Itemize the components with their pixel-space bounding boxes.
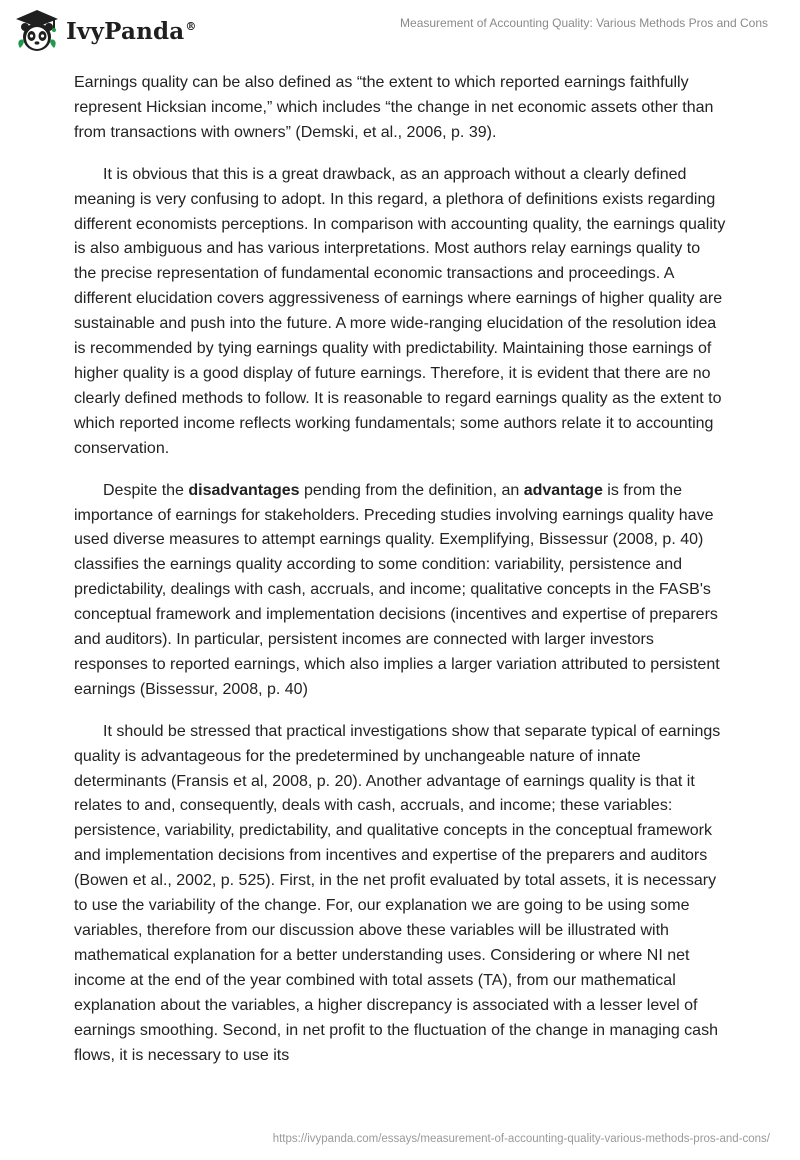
paragraph-3 [74,479,726,703]
document-title: Measurement of Accounting Quality: Various Methods Pros and Cons [400,16,768,30]
bold-advantage: advantage [523,481,603,499]
logo-text: IvyPanda® [66,17,197,45]
paragraph-3-part-3: is from the importance of earnings for stakeholders. Preceding studies involving earnings quality have used diverse measures to attempt earnings quality. Exemplifying, Bissessur (2008, p. 40) classifies the earnings quality according to some condition: variability, persistence and predictability, dealings with cash, accruals, and income; qualitative concepts in the FASB's conceptual framework and implementation decisions (incentives and expertise of preparers and auditors). In particular, persistent incomes are connected with larger investors responses to reported earnings, which also implies a larger variation attributed to persistent earnings (Bissessur, 2008, p. 40) [74,481,720,698]
essay-body [74,71,726,1085]
paragraph-3-part-1: Despite the [103,481,189,499]
panda-graduate-icon [14,8,60,54]
ivypanda-logo[interactable] [14,8,197,54]
paragraph-1: Earnings quality can be also defined as “the extent to which reported earnings faithfully represent Hicksian income,” which includes “the change in net economic assets other than from transactions with owners” (Demski, et al., 2006, p. 39). [74,74,714,141]
paragraph-4: It should be stressed that practical investigations show that separate typical of earnings quality is advantageous for the predetermined by unchangeable nature of innate determinants (Fransis et al, 2008, p. 20). Another advantage of earnings quality is that it relates to and, consequently, deals with cash, accruals, and income; these variables: persistence, variability, predictability, and qualitative concepts in the conceptual framework and implementation decisions from incentives and expertise of the preparers and auditors (Bowen et al., 2002, p. 525). First, in the net profit evaluated by total assets, it is necessary to use the variability of the change. For, our explanation we are going to be using some variables, therefore from our discussion above these variables will be illustrated with mathematical explanation for a better understanding uses. Considering or where NI net income at the end of the year combined with total assets (TA), from our mathematical explanation about the variables, a higher discrepancy is associated with a lesser level of earnings smoothing. Second, in net profit to the fluctuation of the change in managing cash flows, it is necessary to use its [74,722,721,1064]
bold-disadvantages: disadvantages [188,481,300,499]
registered-mark: ® [185,19,197,33]
page-header [0,0,800,60]
paragraph-3-part-2: pending from the definition, an [299,481,524,499]
source-url[interactable]: https://ivypanda.com/essays/measurement-of-accounting-quality-various-methods-pros-and-cons/ [272,1133,770,1145]
paragraph-2: It is obvious that this is a great drawback, as an approach without a clearly defined meaning is very confusing to adopt. In this regard, a plethora of definitions exists regarding different economists perceptions. In comparison with accounting quality, the earnings quality is also ambiguous and has various interpretations. Most authors relay earnings quality to the precise representation of fundamental economic transactions and proceedings. A different elucidation covers aggressiveness of earnings where earnings of higher quality are sustainable and push into the future. A more wide-ranging elucidation of the resolution idea is recommended by tying earnings quality with predictability. Maintaining those earnings of higher quality is a good display of future earnings. Therefore, it is evident that there are no clearly defined methods to follow. It is reasonable to regard earnings quality as the extent to which reported income reflects working fundamentals; some authors relate it to accounting conservation. [74,165,726,457]
